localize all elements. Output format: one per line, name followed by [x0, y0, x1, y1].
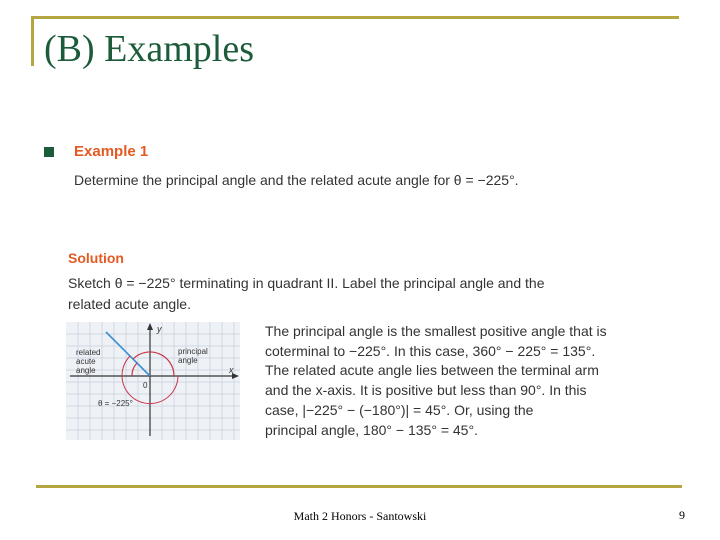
- explanation-line: coterminal to −225°. In this case, 360° − 225° = 135°.: [265, 342, 596, 359]
- title-frame-left-border: [31, 16, 34, 66]
- explanation-line: principal angle, 180° − 135° = 45°.: [265, 421, 478, 438]
- related-label-line: acute: [76, 357, 96, 366]
- solution-heading: Solution: [68, 250, 124, 266]
- square-bullet-icon: [44, 147, 54, 157]
- principal-label-line: principal: [178, 347, 208, 356]
- angle-sketch-svg: [66, 322, 240, 440]
- theta-label: θ = −225°: [98, 399, 133, 408]
- example-prompt: Determine the principal angle and the related acute angle for θ = −225°.: [74, 172, 519, 188]
- explanation-line: case, |−225° − (−180°)| = 45°. Or, using the: [265, 401, 534, 418]
- y-axis-label: y: [157, 324, 162, 334]
- example-heading: Example 1: [74, 143, 149, 160]
- page-number: 9: [679, 508, 685, 522]
- x-axis-label: x: [229, 365, 234, 375]
- solution-line: Sketch θ = −225° terminating in quadrant II. Label the principal angle and the: [68, 275, 545, 291]
- slide-title: (B) Examples: [44, 28, 255, 70]
- terminal-arm-line: [106, 332, 150, 376]
- title-frame-top-border: [31, 16, 679, 19]
- explanation-line: The related acute angle lies between the terminal arm: [265, 362, 599, 379]
- principal-angle-arc: [133, 352, 174, 376]
- explanation-text: [265, 322, 665, 440]
- explanation-line: and the x-axis. It is positive but less than 90°. In this: [265, 382, 587, 399]
- figure-grid: [66, 322, 240, 440]
- explanation-line: The principal angle is the smallest positive angle that is: [265, 323, 607, 339]
- solution-line: related acute angle.: [68, 296, 191, 312]
- related-label-line: related: [76, 348, 101, 357]
- angle-sketch-figure: [66, 322, 240, 440]
- solution-text: [68, 273, 628, 315]
- y-axis-arrow-icon: [147, 323, 153, 330]
- related-label-line: angle: [76, 366, 96, 375]
- principal-label-line: angle: [178, 356, 198, 365]
- footer-text: Math 2 Honors - Santowski: [293, 509, 427, 523]
- footer-rule: [36, 485, 682, 488]
- origin-label: 0: [143, 381, 148, 390]
